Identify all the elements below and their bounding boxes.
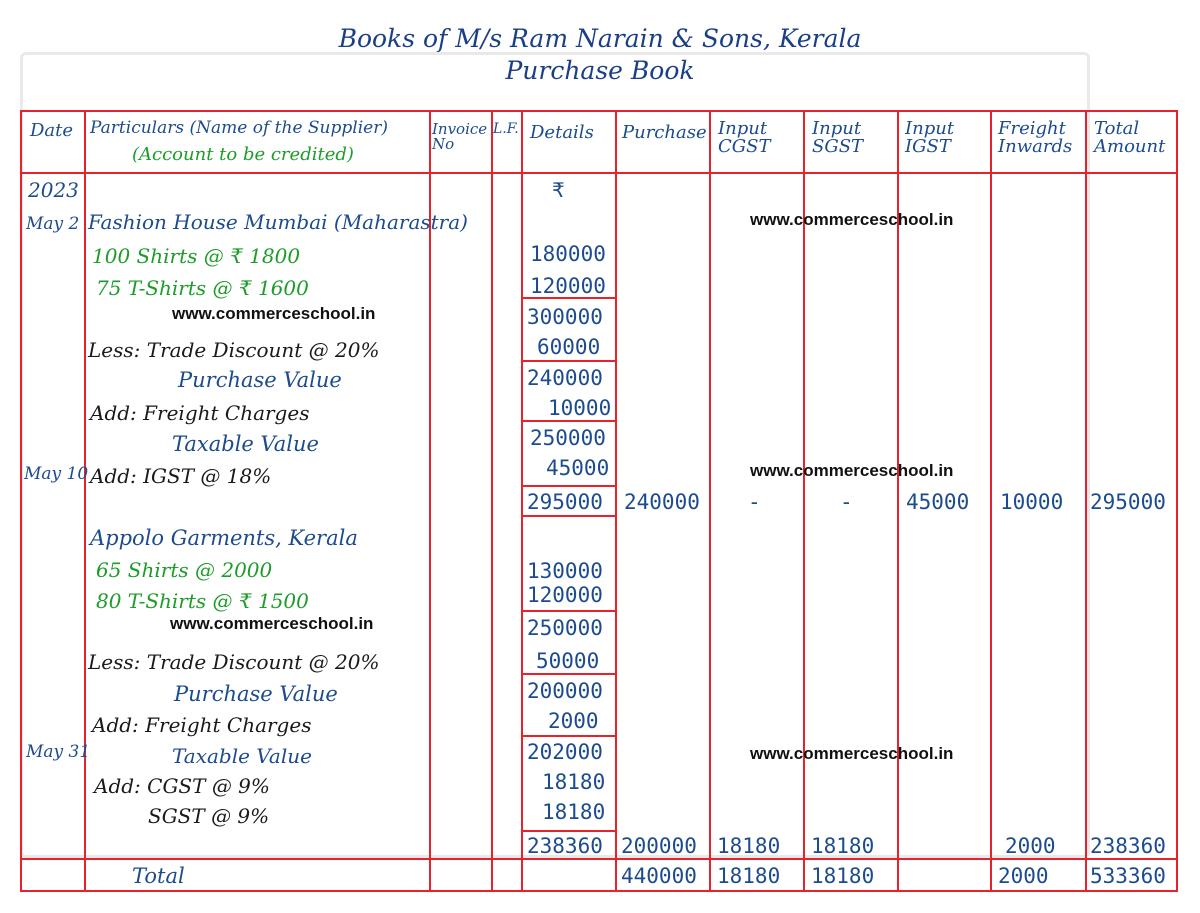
entry2-sgst-label: SGST @ 9% bbox=[148, 804, 270, 828]
date-may-10: May 10 bbox=[24, 464, 89, 484]
supplier-1: Fashion House Mumbai (Maharastra) bbox=[88, 210, 468, 234]
entry2-less-discount: Less: Trade Discount @ 20% bbox=[88, 650, 380, 674]
currency-symbol: ₹ bbox=[552, 178, 565, 202]
book-subtitle: Purchase Book bbox=[505, 56, 695, 85]
entry1-cgst: - bbox=[748, 490, 761, 514]
entry2-purchase-value: Purchase Value bbox=[174, 682, 338, 706]
header-details: Details bbox=[530, 122, 594, 143]
entry2-sgst: 18180 bbox=[811, 834, 875, 858]
entry2-add-freight: Add: Freight Charges bbox=[92, 713, 312, 737]
entry1-sgst: - bbox=[840, 490, 853, 514]
watermark: www.commerceschool.in bbox=[170, 614, 374, 633]
entry1-less-discount: Less: Trade Discount @ 20% bbox=[88, 338, 380, 362]
entry1-total: 295000 bbox=[1090, 490, 1166, 514]
entry2-cgst: 18180 bbox=[717, 834, 781, 858]
entry2-detail: 50000 bbox=[536, 649, 600, 673]
entry1-detail: 250000 bbox=[530, 426, 606, 450]
entry1-add-igst: Add: IGST @ 18% bbox=[90, 464, 272, 488]
entry1-detail: 60000 bbox=[537, 335, 601, 359]
header-date: Date bbox=[30, 120, 74, 141]
watermark: www.commerceschool.in bbox=[172, 304, 376, 323]
total-freight: 2000 bbox=[998, 864, 1049, 888]
header-invoice: Invoice No bbox=[432, 120, 488, 153]
entry1-igst: 45000 bbox=[906, 490, 970, 514]
entry1-purchase-value: Purchase Value bbox=[178, 368, 342, 392]
entry2-detail: 202000 bbox=[527, 740, 603, 764]
entry1-add-freight: Add: Freight Charges bbox=[90, 401, 310, 425]
total-amount: 533360 bbox=[1090, 864, 1166, 888]
entry2-freight: 2000 bbox=[1005, 834, 1056, 858]
entry1-item-2: 75 T-Shirts @ ₹ 1600 bbox=[96, 276, 309, 300]
entry1-detail: 180000 bbox=[530, 242, 606, 266]
header-lf: L.F. bbox=[493, 121, 519, 137]
entry2-detail: 18180 bbox=[542, 770, 606, 794]
entry1-detail: 300000 bbox=[527, 305, 603, 329]
entry2-detail-total: 238360 bbox=[527, 834, 603, 858]
watermark: www.commerceschool.in bbox=[750, 461, 954, 480]
watermark: www.commerceschool.in bbox=[750, 744, 954, 763]
total-cgst: 18180 bbox=[717, 864, 781, 888]
header-input-cgst: Input CGST bbox=[718, 118, 771, 157]
entry2-item-1: 65 Shirts @ 2000 bbox=[96, 558, 273, 582]
entry1-freight: 10000 bbox=[1000, 490, 1064, 514]
entry2-detail: 200000 bbox=[527, 679, 603, 703]
entry1-detail: 120000 bbox=[530, 274, 606, 298]
entry1-detail: 240000 bbox=[527, 366, 603, 390]
header-input-sgst: Input SGST bbox=[812, 118, 864, 157]
entry2-total: 238360 bbox=[1090, 834, 1166, 858]
supplier-2: Appolo Garments, Kerala bbox=[90, 526, 358, 550]
entry2-detail: 2000 bbox=[548, 709, 599, 733]
entry1-detail: 10000 bbox=[548, 396, 612, 420]
header-particulars-sub: (Account to be credited) bbox=[132, 144, 354, 165]
entry2-add-cgst: Add: CGST @ 9% bbox=[94, 774, 270, 798]
header-freight-inwards: Freight Inwards bbox=[998, 118, 1073, 157]
header-particulars: Particulars (Name of the Supplier) bbox=[90, 118, 388, 138]
entry1-detail: 45000 bbox=[546, 456, 610, 480]
entry1-taxable-value: Taxable Value bbox=[172, 432, 319, 456]
entry2-item-2: 80 T-Shirts @ ₹ 1500 bbox=[96, 589, 309, 613]
total-label: Total bbox=[132, 864, 185, 888]
total-purchase: 440000 bbox=[621, 864, 697, 888]
header-total-amount: Total Amount bbox=[1094, 118, 1166, 157]
entry2-detail: 250000 bbox=[527, 616, 603, 640]
entry2-detail: 18180 bbox=[542, 800, 606, 824]
entry1-detail-total: 295000 bbox=[527, 490, 603, 514]
total-sgst: 18180 bbox=[811, 864, 875, 888]
year: 2023 bbox=[28, 178, 79, 202]
book-title: Books of M/s Ram Narain & Sons, Kerala bbox=[338, 24, 862, 53]
entry1-item-1: 100 Shirts @ ₹ 1800 bbox=[92, 244, 301, 268]
entry2-taxable-value: Taxable Value bbox=[172, 744, 312, 768]
header-input-igst: Input IGST bbox=[905, 118, 955, 157]
header-purchase: Purchase bbox=[622, 122, 707, 143]
entry2-detail: 120000 bbox=[527, 583, 603, 607]
date-may-2: May 2 bbox=[26, 214, 80, 234]
date-may-31: May 31 bbox=[26, 742, 91, 762]
entry2-purchase: 200000 bbox=[621, 834, 697, 858]
entry1-purchase: 240000 bbox=[624, 490, 700, 514]
entry2-detail: 130000 bbox=[527, 559, 603, 583]
watermark: www.commerceschool.in bbox=[750, 210, 954, 229]
